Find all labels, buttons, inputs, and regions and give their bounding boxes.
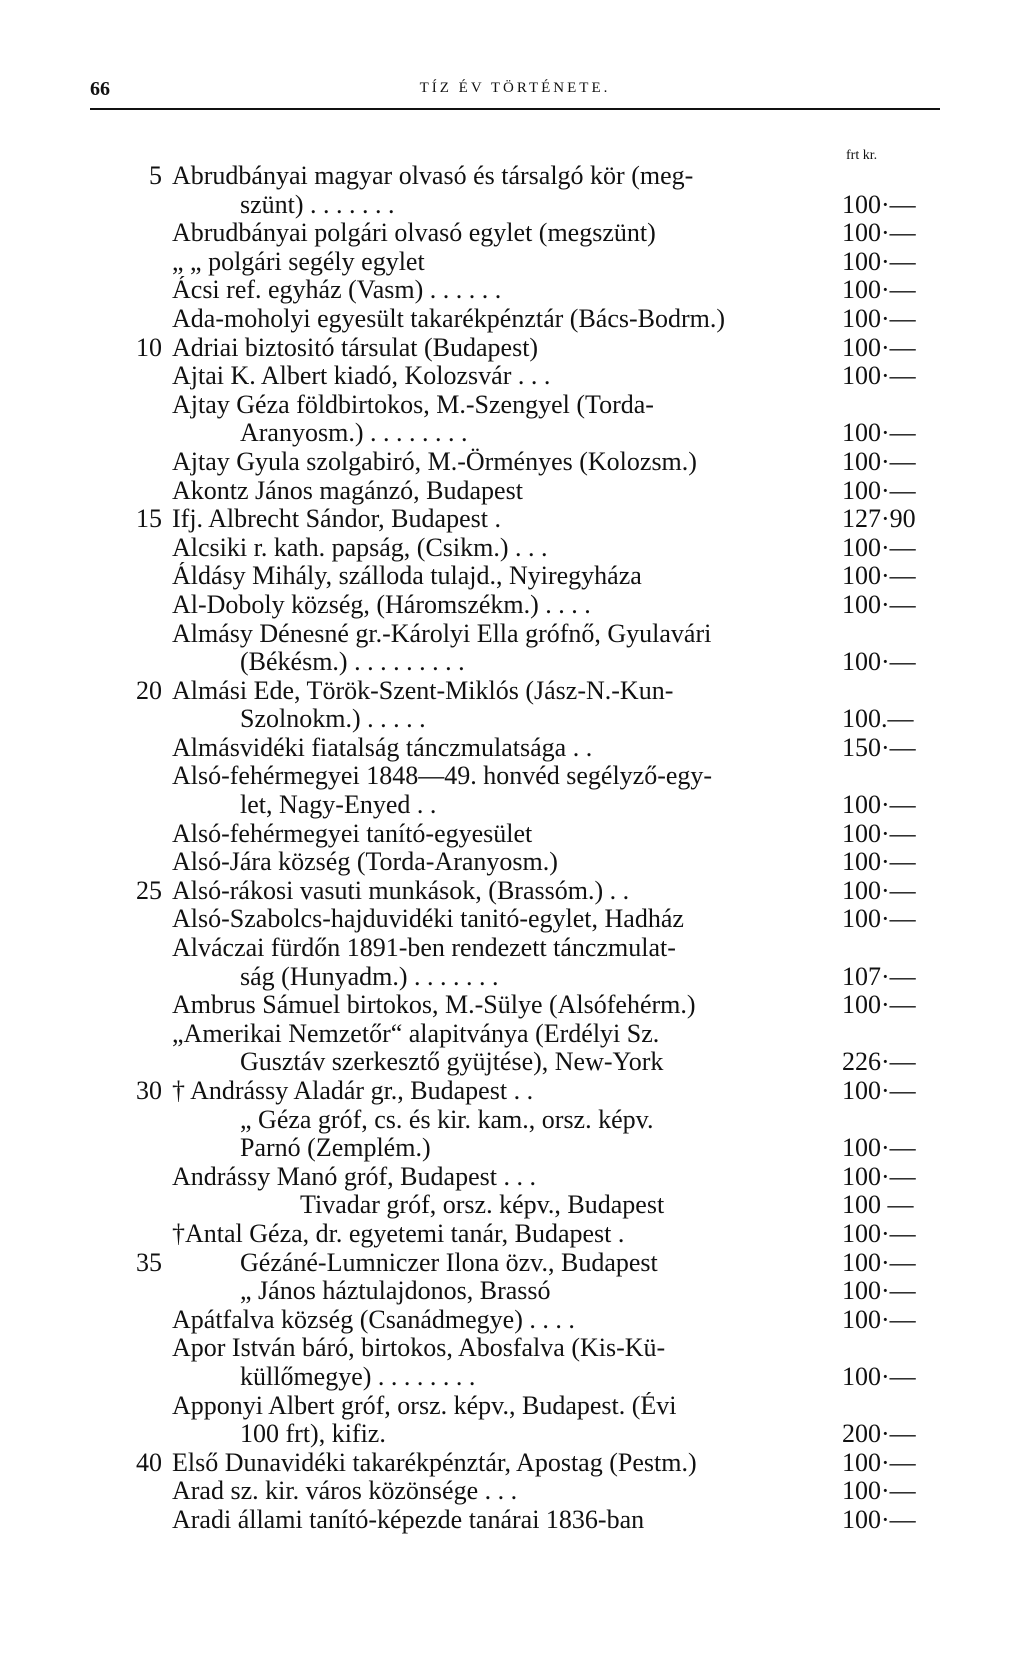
- donor-list: [0, 162, 1024, 1535]
- entry-text: Első Dunavidéki takarékpénztár, Apostag (Pestm.): [172, 1448, 697, 1477]
- entry-text: Almásvidéki fiatalság tánczmulatsága . .: [172, 733, 593, 762]
- list-line: [0, 648, 1024, 677]
- entry-text: Andrássy Manó gróf, Budapest . . .: [172, 1162, 536, 1191]
- list-line: [0, 1048, 1024, 1077]
- entry-amount: 100·—: [842, 1361, 916, 1391]
- entry-text: Akontz János magánzó, Budapest: [172, 476, 523, 505]
- list-line: [0, 991, 1024, 1020]
- list-line: [0, 1392, 1024, 1421]
- entry-amount: 100·—: [842, 647, 916, 677]
- list-line: [0, 677, 1024, 706]
- list-line: [0, 791, 1024, 820]
- list-line: [0, 1134, 1024, 1163]
- entry-text: Almásy Dénesné gr.-Károlyi Ella grófnő, Gyulavári: [172, 619, 712, 648]
- list-line: [0, 448, 1024, 477]
- list-line: [0, 191, 1024, 220]
- entry-text: Ada-moholyi egyesült takarékpénztár (Bács-Bodrm.): [172, 304, 726, 333]
- entry-text: Ambrus Sámuel birtokos, M.-Sülye (Alsófehérm.): [172, 991, 696, 1020]
- entry-amount: 100·—: [842, 847, 916, 877]
- entry-text: Ácsi ref. egyház (Vasm) . . . . . .: [172, 276, 502, 305]
- list-line: [0, 248, 1024, 277]
- list-line: [0, 1334, 1024, 1363]
- entry-text: †Antal Géza, dr. egyetemi tanár, Budapest .: [172, 1219, 625, 1248]
- entry-amount: 100·—: [842, 361, 916, 391]
- list-line: [0, 762, 1024, 791]
- entry-amount: 100·—: [842, 418, 916, 448]
- entry-text: Alcsiki r. kath. papság, (Csikm.) . . .: [172, 533, 548, 562]
- entry-amount: 100·—: [842, 1276, 916, 1306]
- entry-text: Alváczai fürdőn 1891-ben rendezett tánczmulat-: [172, 934, 676, 963]
- entry-text: Ajtay Gyula szolgabiró, M.-Örményes (Kolozsm.): [172, 447, 697, 476]
- entry-text: Tivadar gróf, orsz. képv., Budapest: [300, 1191, 665, 1220]
- line-number: 30: [136, 1076, 162, 1105]
- entry-text: Alsó-Jára község (Torda-Aranyosm.): [172, 848, 558, 877]
- list-line: [0, 276, 1024, 305]
- entry-amount: 100·—: [842, 790, 916, 820]
- list-line: [0, 219, 1024, 248]
- list-line: [0, 1449, 1024, 1478]
- list-line: [0, 620, 1024, 649]
- entry-amount: 200·—: [842, 1419, 916, 1449]
- entry-amount: 100·—: [842, 1076, 916, 1105]
- entry-amount: 100·—: [842, 875, 916, 905]
- entry-text: Parnó (Zemplém.): [240, 1134, 431, 1163]
- entry-text: Apponyi Albert gróf, orsz. képv., Budapest. (Évi: [172, 1391, 677, 1420]
- page-number: 66: [90, 78, 110, 100]
- list-line: [0, 1106, 1024, 1135]
- entry-amount: 100·—: [842, 246, 916, 276]
- entry-amount: 100·—: [842, 589, 916, 619]
- entry-amount: 100·—: [842, 1304, 916, 1334]
- list-line: [0, 1077, 1024, 1106]
- list-line: [0, 963, 1024, 992]
- entry-text: let, Nagy-Enyed . .: [240, 791, 437, 820]
- entry-amount: 127·90: [842, 504, 916, 534]
- entry-text: Gézáné-Lumniczer Ilona özv., Budapest: [240, 1248, 658, 1277]
- entry-text: „ „ polgári segély egylet: [172, 247, 425, 276]
- entry-amount: 100·—: [842, 303, 916, 333]
- list-line: [0, 1163, 1024, 1192]
- list-line: [0, 934, 1024, 963]
- entry-amount: 100·—: [842, 1247, 916, 1277]
- entry-text: Alsó-rákosi vasuti munkások, (Brassóm.) . .: [172, 876, 630, 905]
- entry-text: Almási Ede, Török-Szent-Miklós (Jász-N.-Kun-: [172, 676, 674, 705]
- line-number: 15: [136, 504, 162, 534]
- entry-text: „ János háztulajdonos, Brassó: [240, 1277, 551, 1306]
- entry-text: szünt) . . . . . . .: [240, 190, 395, 219]
- entry-text: † Andrássy Aladár gr., Budapest . .: [172, 1077, 534, 1105]
- entry-amount: 100·—: [842, 561, 916, 591]
- list-line: [0, 1363, 1024, 1392]
- list-line: [0, 362, 1024, 391]
- entry-amount: 100·—: [842, 275, 916, 305]
- entry-amount: 100·—: [842, 475, 916, 505]
- entry-text: Al-Doboly község, (Háromszékm.) . . . .: [172, 590, 591, 619]
- list-line: [0, 1306, 1024, 1335]
- list-line: [0, 1506, 1024, 1535]
- list-line: [0, 391, 1024, 420]
- list-line: [0, 305, 1024, 334]
- entry-amount: 100·—: [842, 532, 916, 562]
- entry-text: Ajtai K. Albert kiadó, Kolozsvár . . .: [172, 362, 551, 391]
- entry-amount: 100·—: [842, 1447, 916, 1477]
- line-number: 40: [136, 1447, 162, 1477]
- list-line: [0, 562, 1024, 591]
- list-line: [0, 534, 1024, 563]
- entry-amount: 100·—: [842, 1504, 916, 1534]
- entry-amount: 100·—: [842, 1161, 916, 1191]
- list-line: [0, 334, 1024, 363]
- entry-text: Aranyosm.) . . . . . . . .: [240, 419, 468, 448]
- entry-amount: 100·—: [842, 1476, 916, 1506]
- entry-text: Adriai biztositó társulat (Budapest): [172, 333, 539, 362]
- line-number: 10: [136, 332, 162, 362]
- entry-text: Áldásy Mihály, szálloda tulajd., Nyiregyháza: [172, 562, 642, 591]
- list-line: [0, 1249, 1024, 1278]
- list-line: [0, 1191, 1024, 1220]
- list-line: [0, 162, 1024, 191]
- entry-amount: 100.—: [842, 704, 914, 734]
- list-line: [0, 1277, 1024, 1306]
- entry-amount: 100·—: [842, 332, 916, 362]
- entry-amount: 150·—: [842, 732, 916, 762]
- list-line: [0, 591, 1024, 620]
- entry-text: (Békésm.) . . . . . . . . .: [240, 648, 465, 677]
- entry-text: Arad sz. kir. város közönsége . . .: [172, 1477, 518, 1506]
- list-line: [0, 1477, 1024, 1506]
- list-line: [0, 877, 1024, 906]
- entry-text: Alsó-fehérmegyei 1848—49. honvéd segélyző-egy-: [172, 762, 713, 791]
- entry-text: Szolnokm.) . . . . .: [240, 705, 426, 734]
- entry-text: Alsó-Szabolcs-hajduvidéki tanitó-egylet, Hadház: [172, 905, 684, 934]
- entry-text: „Amerikai Nemzetőr“ alapitványa (Erdélyi Sz.: [172, 1019, 660, 1048]
- entry-amount: 100·—: [842, 818, 916, 848]
- entry-amount: 100·—: [842, 446, 916, 476]
- running-title: TÍZ ÉV TÖRTÉNETE.: [419, 80, 611, 96]
- entry-amount: 100·—: [842, 218, 916, 248]
- entry-amount: 100·—: [842, 990, 916, 1020]
- entry-text: Ajtay Géza földbirtokos, M.-Szengyel (Torda-: [172, 390, 654, 419]
- entry-amount: 100·—: [842, 904, 916, 934]
- entry-amount: 107·—: [842, 961, 916, 991]
- entry-text: Gusztáv szerkesztő gyüjtése), New-York: [240, 1048, 664, 1077]
- entry-text: 100 frt), kifiz.: [240, 1420, 386, 1449]
- currency-column-label: frt kr.: [846, 148, 878, 163]
- entry-text: Ifj. Albrecht Sándor, Budapest .: [172, 505, 501, 534]
- list-line: [0, 1020, 1024, 1049]
- entry-amount: 226·—: [842, 1047, 916, 1077]
- entry-text: Apátfalva község (Csanádmegye) . . . .: [172, 1305, 575, 1334]
- list-line: [0, 1420, 1024, 1449]
- entry-text: „ Géza gróf, cs. és kir. kam., orsz. képv.: [240, 1105, 654, 1134]
- list-line: [0, 705, 1024, 734]
- line-number: 35: [136, 1247, 162, 1277]
- entry-text: Abrudbányai polgári olvasó egylet (megszünt): [172, 219, 656, 248]
- line-number: 20: [136, 675, 162, 705]
- list-line: [0, 505, 1024, 534]
- header-rule: [90, 108, 940, 110]
- list-line: [0, 905, 1024, 934]
- list-line: [0, 477, 1024, 506]
- list-line: [0, 1220, 1024, 1249]
- entry-text: Apor István báró, birtokos, Abosfalva (Kis-Kü-: [172, 1334, 666, 1363]
- list-line: [0, 734, 1024, 763]
- line-number: 25: [136, 875, 162, 905]
- line-number: 5: [149, 161, 162, 190]
- entry-amount: 100·—: [842, 189, 916, 219]
- list-line: [0, 820, 1024, 849]
- entry-amount: 100·—: [842, 1218, 916, 1248]
- entry-text: ság (Hunyadm.) . . . . . . .: [240, 962, 499, 991]
- page-header: [90, 78, 940, 112]
- list-line: [0, 419, 1024, 448]
- entry-amount: 100·—: [842, 1133, 916, 1163]
- entry-text: Aradi állami tanító-képezde tanárai 1836-ban: [172, 1505, 645, 1534]
- entry-amount: 100 —: [842, 1190, 914, 1220]
- entry-text: Alsó-fehérmegyei tanító-egyesület: [172, 819, 533, 848]
- entry-text: Abrudbányai magyar olvasó és társalgó kör (meg-: [172, 162, 694, 190]
- entry-text: küllőmegye) . . . . . . . .: [240, 1362, 476, 1391]
- list-line: [0, 848, 1024, 877]
